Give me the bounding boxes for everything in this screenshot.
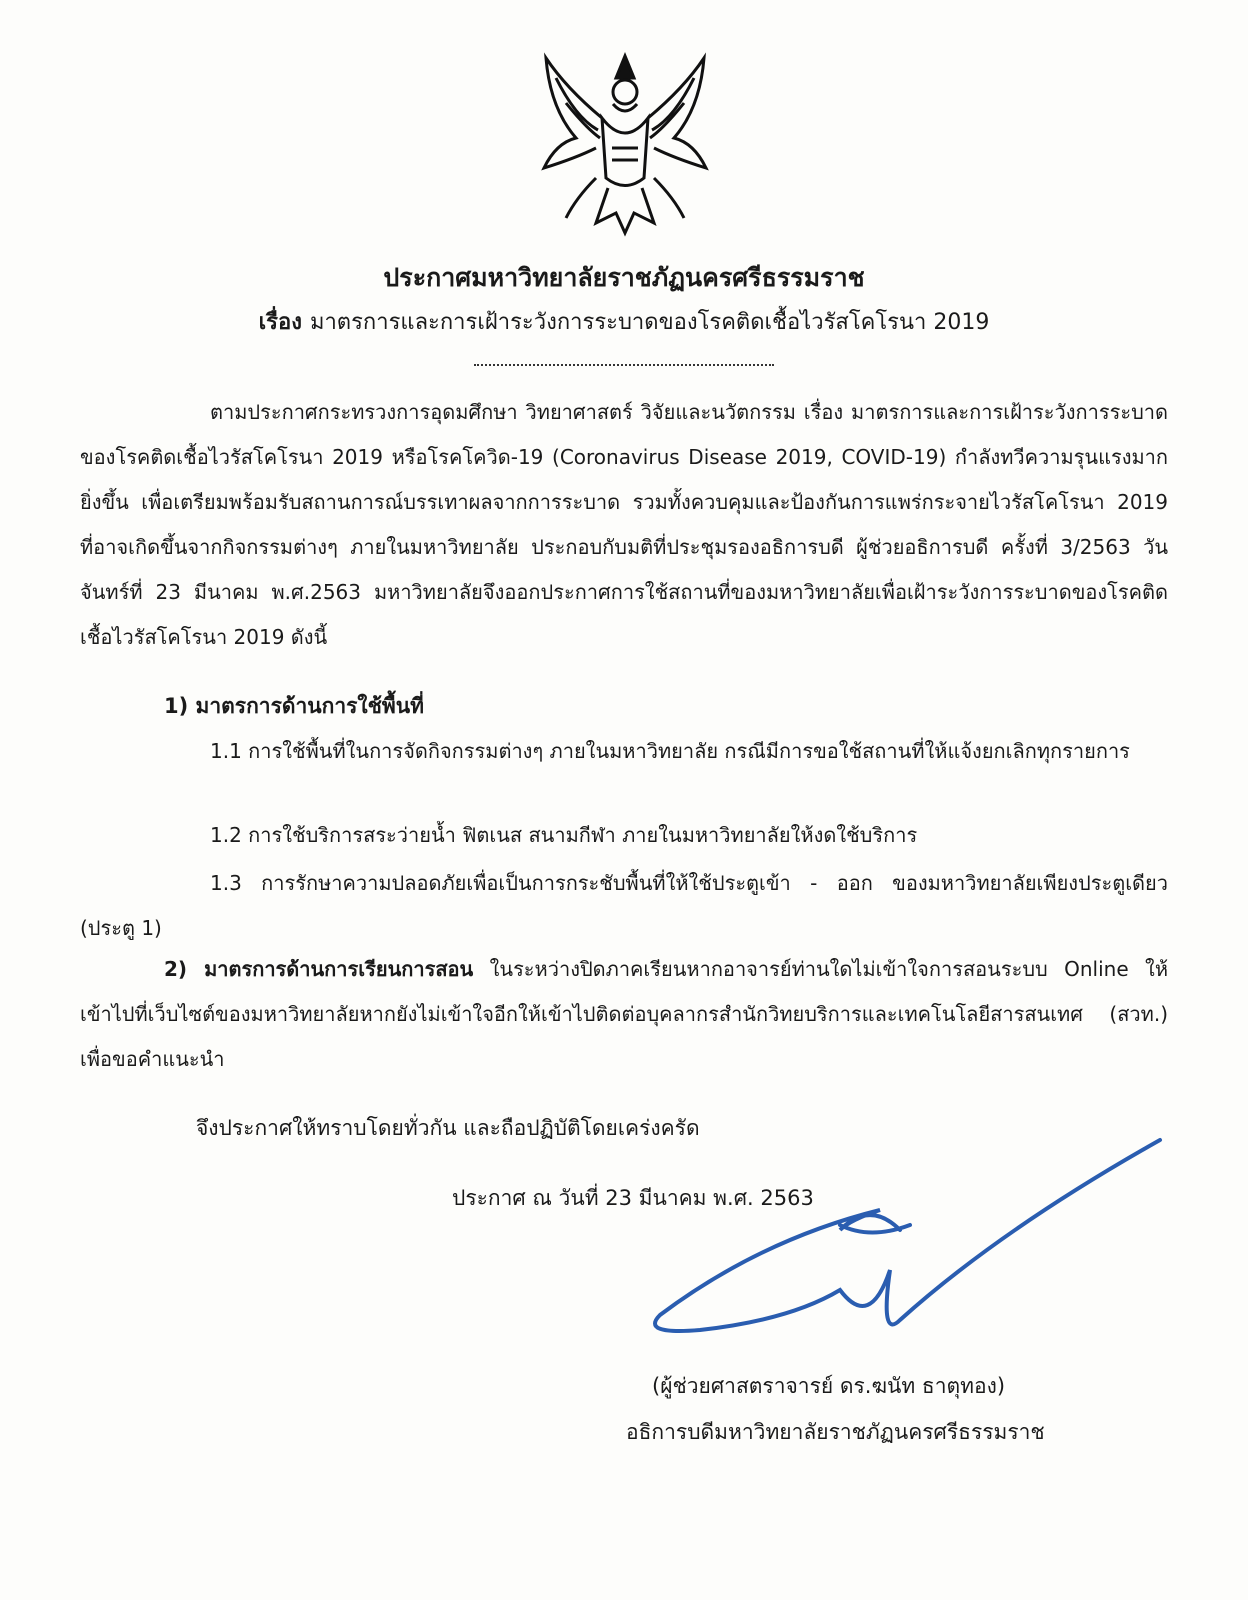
section-2-text: ในระหว่างปิดภาคเรียนหากอาจารย์ท่านใดไม่เข้าใจการสอนระบบ Online ให้เข้าไปที่เว็บไซต์ของมหาวิทยาลัยหากยังไม่เข้าใจอีกให้เข้าไปติดต่อบุคลากรสำนักวิทยบริการและเทคโนโลยีสารสนเทศ (สวท.) เพื่อขอคำแนะนำ bbox=[80, 957, 1168, 1071]
section-1-heading: 1) มาตรการด้านการใช้พื้นที่ bbox=[164, 694, 424, 718]
item-1-2: 1.2 การใช้บริการสระว่ายน้ำ ฟิตเนส สนามกีฬา ภายในมหาวิทยาลัยให้งดใช้บริการ bbox=[210, 823, 918, 847]
signer-position: อธิการบดีมหาวิทยาลัยราชภัฏนครศรีธรรมราช bbox=[626, 1420, 1045, 1444]
garuda-emblem-icon bbox=[536, 48, 714, 240]
item-1-1: 1.1 การใช้พื้นที่ในการจัดกิจกรรมต่างๆ ภายในมหาวิทยาลัย กรณีมีการขอใช้สถานที่ให้แจ้งยกเลิกทุกรายการ bbox=[210, 739, 1130, 763]
dotted-divider bbox=[474, 364, 774, 366]
subject-text: มาตรการและการเฝ้าระวังการระบาดของโรคติดเชื้อไวรัสโคโรนา 2019 bbox=[309, 310, 990, 335]
signer-name: (ผู้ช่วยศาสตราจารย์ ดร.ฆนัท ธาตุทอง) bbox=[652, 1374, 1006, 1398]
announcement-date: ประกาศ ณ วันที่ 23 มีนาคม พ.ศ. 2563 bbox=[452, 1186, 814, 1210]
signature-mark bbox=[640, 1130, 1170, 1360]
section-2-heading: 2) มาตรการด้านการเรียนการสอน bbox=[164, 957, 474, 981]
subject-line bbox=[0, 304, 1248, 339]
item-1-3: 1.3 การรักษาความปลอดภัยเพื่อเป็นการกระชับพื้นที่ให้ใช้ประตูเข้า - ออก ของมหาวิทยาลัยเพียงประตูเดียว (ประตู 1) bbox=[80, 871, 1168, 940]
section-2-paragraph bbox=[80, 947, 1168, 1082]
announcement-line: จึงประกาศให้ทราบโดยทั่วกัน และถือปฏิบัติโดยเคร่งครัด bbox=[196, 1116, 700, 1140]
intro-paragraph: ตามประกาศกระทรวงการอุดมศึกษา วิทยาศาสตร์ วิจัยและนวัตกรรม เรื่อง มาตรการและการเฝ้าระวังการระบาดของโรคติดเชื้อไวรัสโคโรนา 2019 หรือโรคโควิด-19 (Coronavirus Disease 2019, COVID-19) กำลังทวีความรุนแรงมากยิ่งขึ้น เพื่อเตรียมพร้อมรับสถานการณ์บรรเทาผลจากการระบาด รวมทั้งควบคุมและป้องกันการแพร่กระจายไวรัสโคโรนา 2019 ที่อาจเกิดขึ้นจากกิจกรรมต่างๆ ภายในมหาวิทยาลัย ประกอบกับมติที่ประชุมรองอธิการบดี ผู้ช่วยอธิการบดี ครั้งที่ 3/2563 วันจันทร์ที่ 23 มีนาคม พ.ศ.2563 มหาวิทยาลัยจึงออกประกาศการใช้สถานที่ของมหาวิทยาลัยเพื่อเฝ้าระวังการระบาดของโรคติดเชื้อไวรัสโคโรนา 2019 ดังนี้ bbox=[80, 400, 1168, 649]
subject-label: เรื่อง bbox=[258, 310, 302, 335]
page-title: ประกาศมหาวิทยาลัยราชภัฏนครศรีธรรมราช bbox=[383, 263, 865, 292]
